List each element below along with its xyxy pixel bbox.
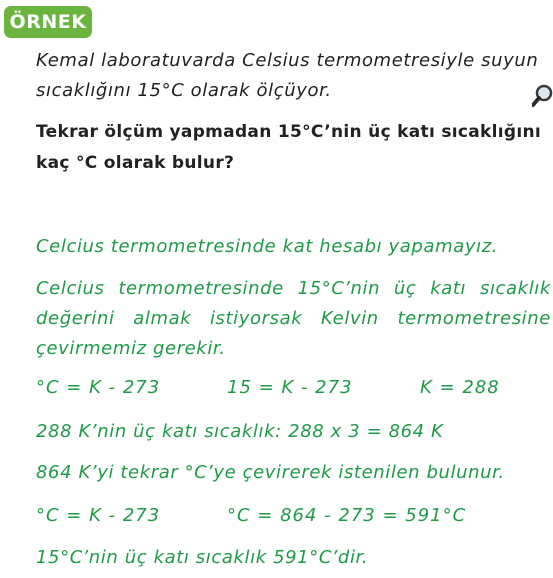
- formula-2a: °C = K - 273: [36, 505, 161, 526]
- problem-line-1: Kemal laboratuvarda Celsius termometresiyle suyun: [36, 50, 539, 71]
- word: üç: [393, 278, 417, 299]
- solution-conclusion: 15°C’nin üç katı sıcaklık 591°C’dir.: [36, 547, 369, 568]
- word: termometresine: [397, 308, 551, 329]
- word: katı: [430, 278, 467, 299]
- magnifying-glass-icon: [532, 84, 553, 108]
- word: Celcius: [36, 278, 105, 299]
- formula-1a: °C = K - 273: [36, 377, 161, 398]
- word: Kelvin: [320, 308, 379, 329]
- solution-line-5: 288 K’nin üç katı sıcaklık: 288 x 3 = 864 K: [36, 421, 444, 442]
- solution-line-6: 864 K’yi tekrar °C’ye çevirerek istenilen bulunur.: [36, 462, 505, 483]
- solution-line-2: [36, 278, 551, 299]
- problem-line-2: sıcaklığını 15°C olarak ölçüyor.: [36, 80, 332, 101]
- solution-line-4: çevirmemiz gerekir.: [36, 338, 226, 359]
- word: sıcaklık: [479, 278, 551, 299]
- solution-line-1: Celcius termometresinde kat hesabı yapamayız.: [36, 236, 499, 257]
- solution-line-3: [36, 308, 551, 329]
- word: termometresinde: [118, 278, 284, 299]
- question-line-2: kaç °C olarak bulur?: [36, 153, 235, 173]
- formula-2b: °C = 864 - 273 = 591°C: [227, 505, 467, 526]
- word: değerini: [36, 308, 115, 329]
- formula-1b: 15 = K - 273: [227, 377, 353, 398]
- question-line-1: Tekrar ölçüm yapmadan 15°C’nin üç katı sıcaklığını: [36, 122, 542, 142]
- word: 15°C’nin: [297, 278, 381, 299]
- word: istiyorsak: [209, 308, 303, 329]
- example-badge: ÖRNEK: [4, 6, 92, 38]
- word: almak: [133, 308, 192, 329]
- formula-1c: K = 288: [420, 377, 500, 398]
